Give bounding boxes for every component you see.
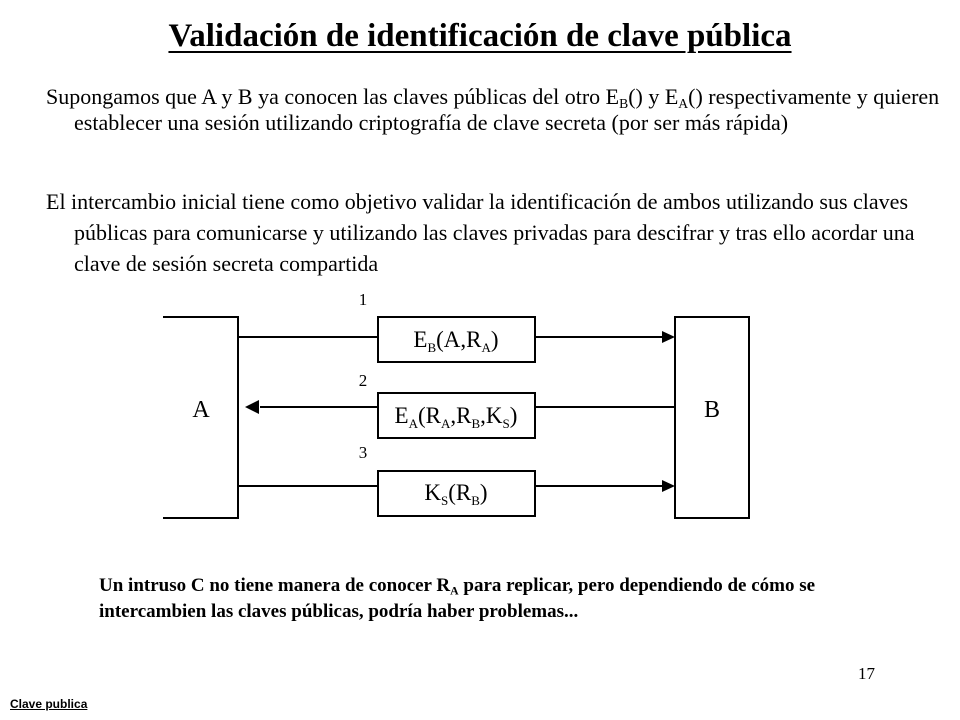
step-1-number: 1 xyxy=(358,290,368,309)
arrow-3-head xyxy=(662,480,675,492)
slide-title: Validación de identificación de clave pública xyxy=(168,18,792,54)
page-number: 17 xyxy=(858,664,875,683)
paragraph-1-text-b: () y E xyxy=(628,84,679,109)
arrow-2-head xyxy=(245,400,259,414)
intruder-note-text-b: para replicar, pero dependiendo de cómo se intercambien las claves públicas, podría haber problemas... xyxy=(99,575,816,622)
intruder-note-text-a: Un intruso C no tiene manera de conocer R xyxy=(99,575,451,596)
arrow-1-head xyxy=(662,331,675,343)
protocol-diagram xyxy=(0,280,960,540)
subscript-a: A xyxy=(678,96,689,112)
message-3-label: $K_S(R_B)$ xyxy=(424,480,488,508)
paragraph-1-text-c: () respectivamente y quieren establecer una sesión utilizando criptografía de clave secreta (por ser más rápida) xyxy=(74,84,940,135)
footer-link[interactable]: Clave publica xyxy=(10,697,88,711)
paragraph-2: El intercambio inicial tiene como objetivo validar la identificación de ambos utilizando sus claves públicas para comunicarse y utilizando las claves privadas para descifrar y tras ello acordar una clave de sesión secreta compartida xyxy=(46,189,915,276)
intruder-note-subscript: A xyxy=(450,584,459,598)
message-1-label: $E_B(A,R_A)$ xyxy=(413,327,499,355)
step-3-number: 3 xyxy=(358,443,368,462)
party-b-label: B xyxy=(703,397,721,423)
message-2-label: $E_A(R_A,R_B,K_S)$ xyxy=(394,403,518,431)
subscript-b: B xyxy=(619,96,629,112)
intruder-note xyxy=(99,573,859,625)
party-a-label: A xyxy=(192,397,210,423)
paragraph-1 xyxy=(46,84,954,136)
step-2-number: 2 xyxy=(358,371,368,390)
paragraph-1-text-a: Supongamos que A y B ya conocen las claves públicas del otro E xyxy=(46,84,620,109)
